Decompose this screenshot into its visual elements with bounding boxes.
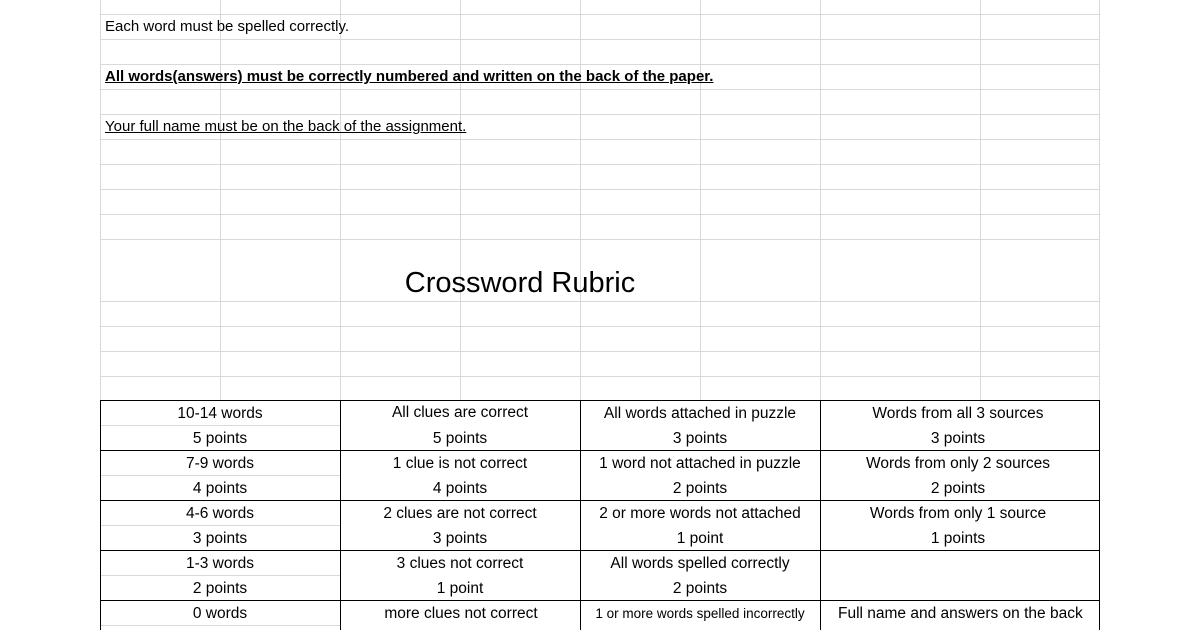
grid-row-line [100, 189, 1100, 190]
rubric-cell-attached: All words attached in puzzle [603, 405, 797, 422]
grid-row-line [100, 164, 1100, 165]
grid-column-line [700, 0, 701, 400]
rubric-cell-words: 4-6 words [185, 505, 255, 522]
grid-column-line [980, 0, 981, 400]
rubric-cell-words: 10-14 words [177, 405, 263, 422]
rubric-cell-clues: 3 points [432, 530, 488, 547]
grid-row-line [100, 89, 1100, 90]
grid-row-line [100, 239, 1100, 240]
instruction-spelling: Each word must be spelled correctly. [105, 18, 349, 35]
rubric-cell-attached: 2 points [672, 480, 728, 497]
rubric-cell-clues: All clues are correct [391, 404, 529, 421]
grid-row-line [100, 139, 1100, 140]
rubric-cell-clues-text: more clues not correct [384, 605, 538, 622]
rubric-cell-spelling: All words spelled correctly [610, 555, 790, 572]
rubric-cell-words: 4 points [192, 480, 248, 497]
grid-column-line [340, 0, 341, 400]
rubric-border [820, 400, 821, 630]
rubric-cell-words: 3 points [192, 530, 248, 547]
rubric-cell-words: 7-9 words [185, 455, 255, 472]
grid-row-line [100, 301, 1100, 302]
rubric-cell-spelling: 2 points [672, 580, 728, 597]
rubric-cell-sources: 3 points [930, 430, 986, 447]
rubric-border [1099, 400, 1100, 630]
instruction-name: Your full name must be on the back of the assignment. [105, 118, 467, 135]
grid-column-line [820, 0, 821, 400]
rubric-cell-words: 5 points [192, 430, 248, 447]
grid-row-line [100, 214, 1100, 215]
rubric-cell-clues: 2 clues are not correct [383, 505, 537, 522]
rubric-cell-words: 1-3 words [185, 555, 255, 572]
grid-column-line [220, 0, 221, 400]
grid-column-line [460, 0, 461, 400]
rubric-cell-clues: 4 points [432, 480, 488, 497]
grid-row-line [100, 64, 1100, 65]
rubric-title: Crossword Rubric [404, 267, 636, 299]
rubric-cell-spelling: 1 or more words spelled incorrectly [595, 606, 805, 621]
rubric-cell-clues [298, 601, 538, 626]
grid-row-line [100, 14, 1100, 15]
rubric-table [100, 400, 1100, 630]
rubric-cell-attached: 2 or more words not attached [599, 505, 801, 522]
rubric-cell-words: 0 words [192, 605, 248, 622]
rubric-cell-attached: 1 point [676, 530, 724, 547]
rubric-cell-sources: Words from only 1 source [869, 505, 1047, 522]
rubric-cell-clues: 1 clue is not correct [392, 455, 528, 472]
rubric-cell-clues: 5 points [432, 430, 488, 447]
grid-column-line [580, 0, 581, 400]
rubric-cell-sources: 1 points [930, 530, 986, 547]
grid-row-line [100, 114, 1100, 115]
grid-row-line [100, 351, 1100, 352]
rubric-cell-attached: 1 word not attached in puzzle [599, 455, 801, 472]
rubric-cell-sources: Words from only 2 sources [865, 455, 1051, 472]
rubric-cell-sources: Words from all 3 sources [872, 405, 1044, 422]
grid-row-line [100, 39, 1100, 40]
grid-row-line [100, 326, 1100, 327]
instruction-numbering: All words(answers) must be correctly numbered and written on the back of the paper. [105, 68, 714, 85]
rubric-cell-words: 2 points [192, 580, 248, 597]
grid-row-line [100, 376, 1100, 377]
rubric-cell-sources: 2 points [930, 480, 986, 497]
rubric-cell-clues: 3 clues not correct [396, 555, 524, 572]
rubric-cell-clues: 1 point [436, 580, 484, 597]
rubric-cell-attached: 3 points [672, 430, 728, 447]
rubric-cell-name: Full name and answers on the back [838, 605, 1083, 622]
